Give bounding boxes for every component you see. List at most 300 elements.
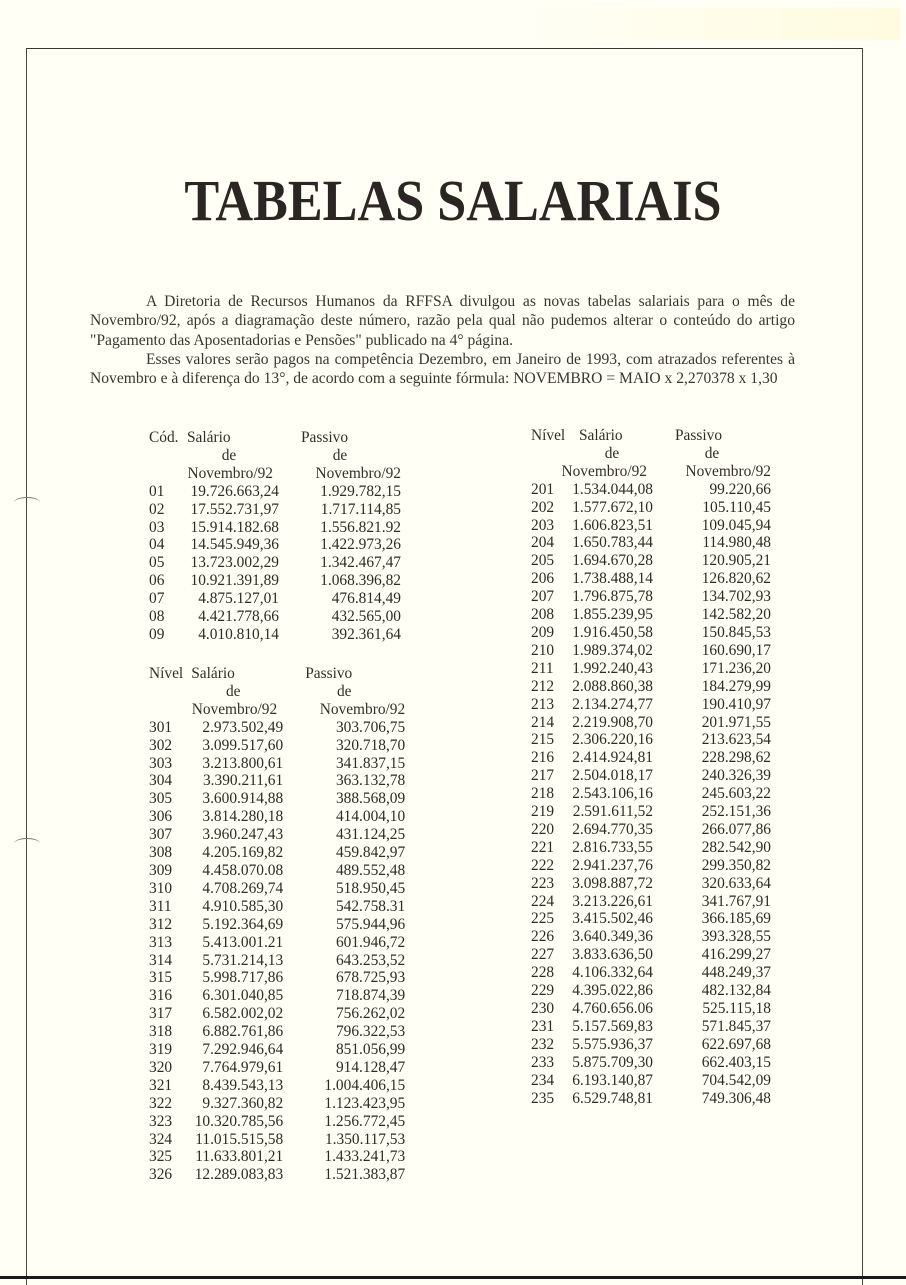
table-row bbox=[531, 946, 771, 964]
cell-code: 211 bbox=[531, 659, 554, 677]
cell-passive: 1.123.423,95 bbox=[324, 1094, 406, 1112]
cell-salary: 1.694.670,28 bbox=[572, 552, 653, 570]
cell-salary: 1.992.240,43 bbox=[572, 659, 653, 677]
table-row bbox=[531, 1036, 771, 1054]
table-row bbox=[149, 934, 405, 952]
cell-code: 08 bbox=[149, 608, 165, 626]
cell-passive: 1.256.772,45 bbox=[324, 1112, 406, 1130]
cell-passive: 575.944,96 bbox=[335, 915, 406, 933]
table-row bbox=[531, 552, 771, 570]
cell-passive: 105.110,45 bbox=[702, 498, 771, 516]
cell-code: 325 bbox=[149, 1148, 173, 1166]
cell-salary: 9.327.360,82 bbox=[202, 1094, 284, 1112]
cell-passive: 299.350,82 bbox=[701, 856, 771, 874]
cell-passive: 601.946,72 bbox=[335, 933, 406, 951]
cell-passive: 266.077,86 bbox=[701, 820, 771, 838]
cell-passive: 126.820,62 bbox=[701, 570, 771, 588]
cell-passive: 431.124,25 bbox=[335, 826, 406, 844]
salary-table-cod bbox=[149, 429, 401, 644]
cell-salary: 1.534.044,08 bbox=[572, 480, 653, 498]
cell-salary: 2.973.502,49 bbox=[202, 718, 284, 736]
cell-salary: 1.916.450,58 bbox=[572, 623, 653, 641]
cell-passive: 459.842,97 bbox=[335, 844, 406, 862]
cell-code: 305 bbox=[149, 790, 173, 808]
cell-salary: 4.395.022,86 bbox=[572, 982, 653, 1000]
intro-paragraph: A Diretoria de Recursos Humanos da RFFSA divulgou as novas tabelas salariais para o mês de Novembro/92, após a diagramação deste número, razão pela qual não pudemos alterar o conteúdo do artigo "Pagamento das Aposentadorias e Pensões" publicado na 4° página. bbox=[90, 293, 795, 349]
table-row bbox=[531, 910, 771, 928]
table-row bbox=[149, 626, 401, 644]
cell-salary: 3.213.800,61 bbox=[202, 754, 284, 772]
cell-passive: 1.422.973,26 bbox=[320, 536, 401, 554]
cell-code: 309 bbox=[149, 861, 173, 879]
cell-salary: 8.439.543,13 bbox=[202, 1076, 284, 1094]
cell-passive: 109.045,94 bbox=[701, 516, 771, 534]
cell-passive: 1.342.467,47 bbox=[320, 554, 401, 572]
cell-code: 304 bbox=[149, 772, 173, 790]
table-row bbox=[149, 898, 405, 916]
table-header-row bbox=[149, 665, 405, 683]
cell-passive: 228.298,62 bbox=[701, 749, 771, 767]
cell-code: 07 bbox=[149, 590, 165, 608]
column-header-passive: de bbox=[336, 682, 352, 700]
table-row bbox=[531, 875, 771, 893]
table-row bbox=[149, 1023, 405, 1041]
cell-salary: 13.723.002,29 bbox=[190, 554, 279, 572]
table-row bbox=[149, 1148, 405, 1166]
cell-passive: 245.603,22 bbox=[701, 785, 771, 803]
cell-code: 322 bbox=[149, 1094, 173, 1112]
table-row bbox=[149, 519, 401, 537]
cell-salary: 2.816.733,55 bbox=[572, 838, 653, 856]
cell-salary: 5.998.717,86 bbox=[202, 969, 284, 987]
cell-passive: 142.582,20 bbox=[701, 606, 771, 624]
cell-salary: 7.292.946,64 bbox=[202, 1041, 284, 1059]
table-row bbox=[149, 483, 401, 501]
table-row bbox=[531, 1000, 771, 1018]
table-row bbox=[531, 785, 771, 803]
cell-passive: 704.542,09 bbox=[701, 1071, 771, 1089]
table-row bbox=[531, 1072, 771, 1090]
cell-passive: 341.837,15 bbox=[335, 754, 406, 772]
cell-passive: 114.980,48 bbox=[702, 534, 771, 552]
cell-code: 313 bbox=[149, 933, 173, 951]
cell-salary: 6.529.748,81 bbox=[572, 1089, 653, 1107]
intro-text bbox=[90, 292, 795, 388]
column-header-salary: Novembro/92 bbox=[561, 462, 647, 480]
cell-passive: 1.717.114,85 bbox=[320, 500, 401, 518]
cell-code: 221 bbox=[531, 838, 555, 856]
cell-code: 320 bbox=[149, 1058, 173, 1076]
cell-salary: 14.545.949,36 bbox=[190, 536, 279, 554]
scan-tint bbox=[500, 8, 900, 40]
cell-salary: 4.421.778,66 bbox=[198, 608, 279, 626]
cell-salary: 1.989.374,02 bbox=[572, 641, 653, 659]
table-row bbox=[531, 1090, 771, 1108]
salary-table-nivel-200 bbox=[531, 427, 771, 1107]
column-header-code: Nível bbox=[149, 665, 184, 682]
table-row bbox=[531, 803, 771, 821]
cell-code: 226 bbox=[531, 928, 555, 946]
column-header-passive: Passivo bbox=[675, 427, 723, 444]
cell-salary: 1.796.875,78 bbox=[572, 588, 653, 606]
cell-passive: 252.151,36 bbox=[701, 803, 771, 821]
cell-salary: 19.726.663,24 bbox=[190, 482, 279, 500]
column-header-passive: Novembro/92 bbox=[319, 700, 406, 718]
cell-code: 225 bbox=[531, 910, 555, 928]
cell-code: 229 bbox=[531, 982, 555, 1000]
cell-salary: 2.088.860,38 bbox=[572, 677, 653, 695]
binding-hole-mark bbox=[14, 838, 40, 849]
cell-passive: 171.236,20 bbox=[701, 659, 771, 677]
table-row bbox=[149, 844, 405, 862]
cell-passive: 240.326,39 bbox=[701, 767, 771, 785]
table-row bbox=[531, 499, 771, 517]
cell-code: 223 bbox=[531, 874, 555, 892]
cell-salary: 3.814.280,18 bbox=[202, 808, 284, 826]
table-row bbox=[531, 642, 771, 660]
table-row bbox=[531, 696, 771, 714]
cell-salary: 7.764.979,61 bbox=[202, 1058, 284, 1076]
cell-salary: 3.640.349,36 bbox=[572, 928, 653, 946]
cell-code: 228 bbox=[531, 964, 555, 982]
cell-salary: 2.591.611,52 bbox=[572, 803, 653, 821]
cell-code: 318 bbox=[149, 1023, 173, 1041]
column-header-salary: Novembro/92 bbox=[191, 700, 278, 718]
table-row bbox=[149, 608, 401, 626]
cell-salary: 4.875.127,01 bbox=[198, 590, 279, 608]
cell-passive: 489.552,48 bbox=[335, 861, 406, 879]
cell-code: 235 bbox=[531, 1089, 555, 1107]
table-row bbox=[531, 714, 771, 732]
table-row bbox=[149, 790, 405, 808]
cell-code: 301 bbox=[149, 718, 173, 736]
cell-salary: 3.099.517,60 bbox=[202, 736, 284, 754]
table-row bbox=[531, 534, 771, 552]
cell-salary: 1.606.823,51 bbox=[572, 516, 653, 534]
table-row bbox=[149, 826, 405, 844]
cell-code: 306 bbox=[149, 808, 173, 826]
cell-salary: 4.708.269,74 bbox=[202, 879, 284, 897]
column-header-salary: Salário bbox=[579, 427, 623, 444]
table-row bbox=[531, 517, 771, 535]
cell-salary: 5.413.001.21 bbox=[202, 933, 284, 951]
cell-code: 09 bbox=[149, 625, 165, 643]
cell-salary: 11.015.515,58 bbox=[195, 1130, 284, 1148]
cell-code: 203 bbox=[531, 516, 555, 534]
cell-salary: 1.650.783,44 bbox=[572, 534, 653, 552]
cell-code: 217 bbox=[531, 767, 555, 785]
cell-code: 206 bbox=[531, 570, 555, 588]
table-row bbox=[531, 660, 771, 678]
table-row bbox=[149, 1095, 405, 1113]
cell-passive: 1.068.396,82 bbox=[320, 572, 401, 590]
column-header-salary: de bbox=[604, 444, 620, 462]
table-row bbox=[149, 572, 401, 590]
cell-salary: 4.010.810,14 bbox=[198, 625, 279, 643]
cell-passive: 414.004,10 bbox=[335, 808, 406, 826]
cell-code: 324 bbox=[149, 1130, 173, 1148]
table-row bbox=[149, 1077, 405, 1095]
salary-table-nivel-300 bbox=[149, 665, 405, 1184]
table bbox=[149, 665, 405, 1184]
cell-salary: 3.960.247,43 bbox=[202, 826, 284, 844]
cell-passive: 416.299,27 bbox=[701, 946, 771, 964]
cell-salary: 1.855.239,95 bbox=[572, 606, 653, 624]
cell-code: 231 bbox=[531, 1017, 555, 1035]
cell-passive: 749.306,48 bbox=[701, 1089, 771, 1107]
cell-code: 01 bbox=[149, 482, 165, 500]
cell-salary: 3.213.226,61 bbox=[572, 892, 653, 910]
table-row bbox=[149, 737, 405, 755]
cell-passive: 476.814,49 bbox=[331, 590, 401, 608]
table-row bbox=[149, 755, 405, 773]
cell-passive: 448.249,37 bbox=[701, 964, 771, 982]
cell-code: 213 bbox=[531, 695, 555, 713]
cell-salary: 17.552.731,97 bbox=[190, 500, 279, 518]
cell-salary: 1.577.672,10 bbox=[572, 498, 653, 516]
cell-passive: 392.361,64 bbox=[331, 625, 401, 643]
cell-code: 218 bbox=[531, 785, 555, 803]
cell-passive: 1.556.821.92 bbox=[320, 518, 401, 536]
cell-code: 05 bbox=[149, 554, 165, 572]
column-header-salary: Salário bbox=[187, 429, 231, 446]
table-header-row bbox=[149, 429, 401, 447]
column-header-passive: Passivo bbox=[301, 429, 349, 446]
column-header-salary: de bbox=[221, 446, 237, 464]
table-row bbox=[531, 570, 771, 588]
cell-passive: 393.328,55 bbox=[701, 928, 771, 946]
cell-salary: 5.192.364,69 bbox=[202, 915, 284, 933]
cell-passive: 525.115,18 bbox=[702, 1000, 771, 1017]
cell-salary: 12.289.083,83 bbox=[194, 1166, 284, 1184]
table-row bbox=[531, 1018, 771, 1036]
cell-salary: 10.320.785,56 bbox=[194, 1112, 284, 1130]
table-row bbox=[531, 588, 771, 606]
cell-code: 230 bbox=[531, 1000, 555, 1017]
table-row bbox=[531, 1054, 771, 1072]
cell-salary: 4.106.332,64 bbox=[572, 964, 653, 982]
cell-code: 205 bbox=[531, 552, 555, 570]
table-header-row bbox=[531, 445, 771, 463]
cell-passive: 150.845,53 bbox=[701, 623, 771, 641]
cell-code: 210 bbox=[531, 641, 555, 659]
cell-code: 214 bbox=[531, 713, 555, 731]
cell-code: 319 bbox=[149, 1041, 173, 1059]
table-header-row bbox=[531, 463, 771, 481]
cell-salary: 6.582.002,02 bbox=[202, 1005, 284, 1023]
cell-code: 311 bbox=[149, 897, 172, 915]
table bbox=[531, 427, 771, 1107]
table-header-row bbox=[531, 427, 771, 445]
cell-passive: 366.185,69 bbox=[701, 910, 771, 928]
table-row bbox=[531, 678, 771, 696]
cell-passive: 662.403,15 bbox=[701, 1053, 771, 1071]
cell-code: 234 bbox=[531, 1071, 555, 1089]
table-row bbox=[531, 982, 771, 1000]
cell-salary: 2.219.908,70 bbox=[572, 713, 653, 731]
table-row bbox=[531, 928, 771, 946]
cell-passive: 320.633,64 bbox=[701, 874, 771, 892]
table-row bbox=[531, 767, 771, 785]
cell-salary: 3.390.211,61 bbox=[202, 772, 284, 790]
cell-passive: 341.767,91 bbox=[701, 892, 771, 910]
cell-passive: 1.004.406,15 bbox=[324, 1076, 406, 1094]
cell-salary: 2.306.220,16 bbox=[572, 731, 653, 749]
cell-salary: 2.941.237,76 bbox=[572, 856, 653, 874]
column-header-passive: de bbox=[332, 446, 348, 464]
cell-passive: 99.220,66 bbox=[709, 480, 771, 498]
cell-code: 303 bbox=[149, 754, 173, 772]
cell-salary: 6.882.761,86 bbox=[202, 1023, 284, 1041]
table-row bbox=[531, 731, 771, 749]
table-header-row bbox=[149, 683, 405, 701]
cell-code: 201 bbox=[531, 480, 555, 498]
cell-passive: 320.718,70 bbox=[335, 736, 406, 754]
cell-code: 302 bbox=[149, 736, 173, 754]
column-header-salary: de bbox=[225, 682, 241, 700]
cell-code: 208 bbox=[531, 606, 555, 624]
cell-code: 317 bbox=[149, 1005, 173, 1023]
cell-salary: 3.098.887,72 bbox=[572, 874, 653, 892]
table-row bbox=[531, 857, 771, 875]
table-row bbox=[149, 916, 405, 934]
cell-code: 215 bbox=[531, 731, 555, 749]
cell-salary: 6.193.140,87 bbox=[572, 1071, 653, 1089]
cell-passive: 213.623,54 bbox=[701, 731, 771, 749]
cell-passive: 914.128,47 bbox=[335, 1058, 406, 1076]
cell-salary: 5.157.569,83 bbox=[572, 1017, 653, 1035]
cell-code: 204 bbox=[531, 534, 555, 552]
table-row bbox=[149, 1131, 405, 1149]
cell-code: 312 bbox=[149, 915, 173, 933]
cell-passive: 1.350.117,53 bbox=[324, 1130, 406, 1148]
cell-passive: 542.758.31 bbox=[335, 897, 406, 915]
cell-code: 220 bbox=[531, 820, 555, 838]
table-header-row bbox=[149, 447, 401, 465]
cell-salary: 3.833.636,50 bbox=[572, 946, 653, 964]
table-row bbox=[149, 1113, 405, 1131]
table-row bbox=[531, 821, 771, 839]
cell-passive: 120.905,21 bbox=[701, 552, 771, 570]
table-row bbox=[149, 501, 401, 519]
cell-code: 207 bbox=[531, 588, 555, 606]
cell-passive: 134.702,93 bbox=[701, 588, 771, 606]
cell-code: 02 bbox=[149, 500, 165, 518]
table-row bbox=[149, 808, 405, 826]
cell-salary: 2.134.274,77 bbox=[572, 695, 653, 713]
cell-passive: 1.521.383,87 bbox=[324, 1166, 406, 1184]
table-header-row bbox=[149, 465, 401, 483]
cell-code: 219 bbox=[531, 803, 555, 821]
cell-salary: 1.738.488,14 bbox=[572, 570, 653, 588]
column-header-passive: de bbox=[704, 444, 720, 462]
cell-passive: 303.706,75 bbox=[335, 718, 406, 736]
cell-passive: 388.568,09 bbox=[335, 790, 406, 808]
column-header-code: Cód. bbox=[149, 429, 179, 446]
table-row bbox=[149, 719, 405, 737]
table-row bbox=[531, 606, 771, 624]
cell-code: 233 bbox=[531, 1053, 555, 1071]
table-row bbox=[149, 536, 401, 554]
table-row bbox=[149, 1041, 405, 1059]
table-row bbox=[149, 772, 405, 790]
cell-code: 209 bbox=[531, 623, 555, 641]
cell-passive: 571.845,37 bbox=[701, 1017, 771, 1035]
cell-salary: 4.205.169,82 bbox=[202, 844, 284, 862]
cell-code: 326 bbox=[149, 1166, 173, 1184]
cell-code: 227 bbox=[531, 946, 555, 964]
cell-passive: 643.253,52 bbox=[335, 951, 406, 969]
table-row bbox=[531, 839, 771, 857]
column-header-code: Nível bbox=[531, 427, 566, 444]
column-header-passive: Passivo bbox=[305, 665, 353, 682]
table-row bbox=[149, 952, 405, 970]
cell-passive: 160.690,17 bbox=[701, 641, 771, 659]
cell-passive: 851.056,99 bbox=[335, 1041, 406, 1059]
cell-salary: 5.875.709,30 bbox=[572, 1053, 653, 1071]
cell-salary: 4.910.585,30 bbox=[202, 897, 284, 915]
cell-code: 232 bbox=[531, 1035, 555, 1053]
table bbox=[149, 429, 401, 644]
table-row bbox=[531, 749, 771, 767]
cell-passive: 432.565,00 bbox=[331, 608, 401, 626]
cell-passive: 622.697,68 bbox=[701, 1035, 771, 1053]
cell-code: 216 bbox=[531, 749, 555, 767]
table-row bbox=[149, 987, 405, 1005]
cell-salary: 2.504.018,17 bbox=[572, 767, 653, 785]
table-row bbox=[149, 969, 405, 987]
cell-code: 310 bbox=[149, 879, 173, 897]
cell-salary: 2.543.106,16 bbox=[572, 785, 653, 803]
cell-code: 224 bbox=[531, 892, 555, 910]
cell-code: 04 bbox=[149, 536, 165, 554]
cell-passive: 482.132,84 bbox=[701, 982, 771, 1000]
cell-code: 202 bbox=[531, 498, 555, 516]
binding-hole-mark bbox=[14, 497, 40, 508]
cell-salary: 4.458.070.08 bbox=[202, 861, 284, 879]
cell-passive: 201.971,55 bbox=[701, 713, 771, 731]
page-title: TABELAS SALARIAIS bbox=[184, 167, 722, 233]
cell-passive: 718.874,39 bbox=[335, 987, 406, 1005]
table-row bbox=[149, 1166, 405, 1184]
column-header-salary: Novembro/92 bbox=[187, 464, 273, 482]
cell-salary: 6.301.040,85 bbox=[202, 987, 284, 1005]
table-row bbox=[149, 862, 405, 880]
cell-salary: 5.731.214,13 bbox=[202, 951, 284, 969]
cell-passive: 184.279,99 bbox=[701, 677, 771, 695]
cell-code: 316 bbox=[149, 987, 173, 1005]
cell-passive: 1.433.241,73 bbox=[324, 1148, 406, 1166]
cell-passive: 1.929.782,15 bbox=[320, 482, 401, 500]
cell-salary: 11.633.801,21 bbox=[195, 1148, 284, 1166]
table-row bbox=[531, 893, 771, 911]
cell-salary: 2.414.924,81 bbox=[572, 749, 653, 767]
intro-paragraph: Esses valores serão pagos na competência Dezembro, em Janeiro de 1993, com atrazados referentes à Novembro e à diferença do 13°, de acordo com a seguinte fórmula: NOVEMBRO = MAIO x 2,270378 x 1,30 bbox=[90, 350, 795, 388]
cell-code: 323 bbox=[149, 1112, 173, 1130]
table-row bbox=[149, 1059, 405, 1077]
cell-salary: 5.575.936,37 bbox=[572, 1035, 653, 1053]
table-row bbox=[531, 481, 771, 499]
cell-code: 307 bbox=[149, 826, 173, 844]
cell-salary: 2.694.770,35 bbox=[572, 820, 653, 838]
table-row bbox=[149, 1005, 405, 1023]
cell-salary: 4.760.656.06 bbox=[572, 1000, 653, 1017]
cell-code: 314 bbox=[149, 951, 173, 969]
cell-passive: 796.322,53 bbox=[335, 1023, 406, 1041]
cell-passive: 190.410,97 bbox=[701, 695, 771, 713]
cell-salary: 10.921.391,89 bbox=[190, 572, 279, 590]
cell-passive: 756.262,02 bbox=[335, 1005, 406, 1023]
